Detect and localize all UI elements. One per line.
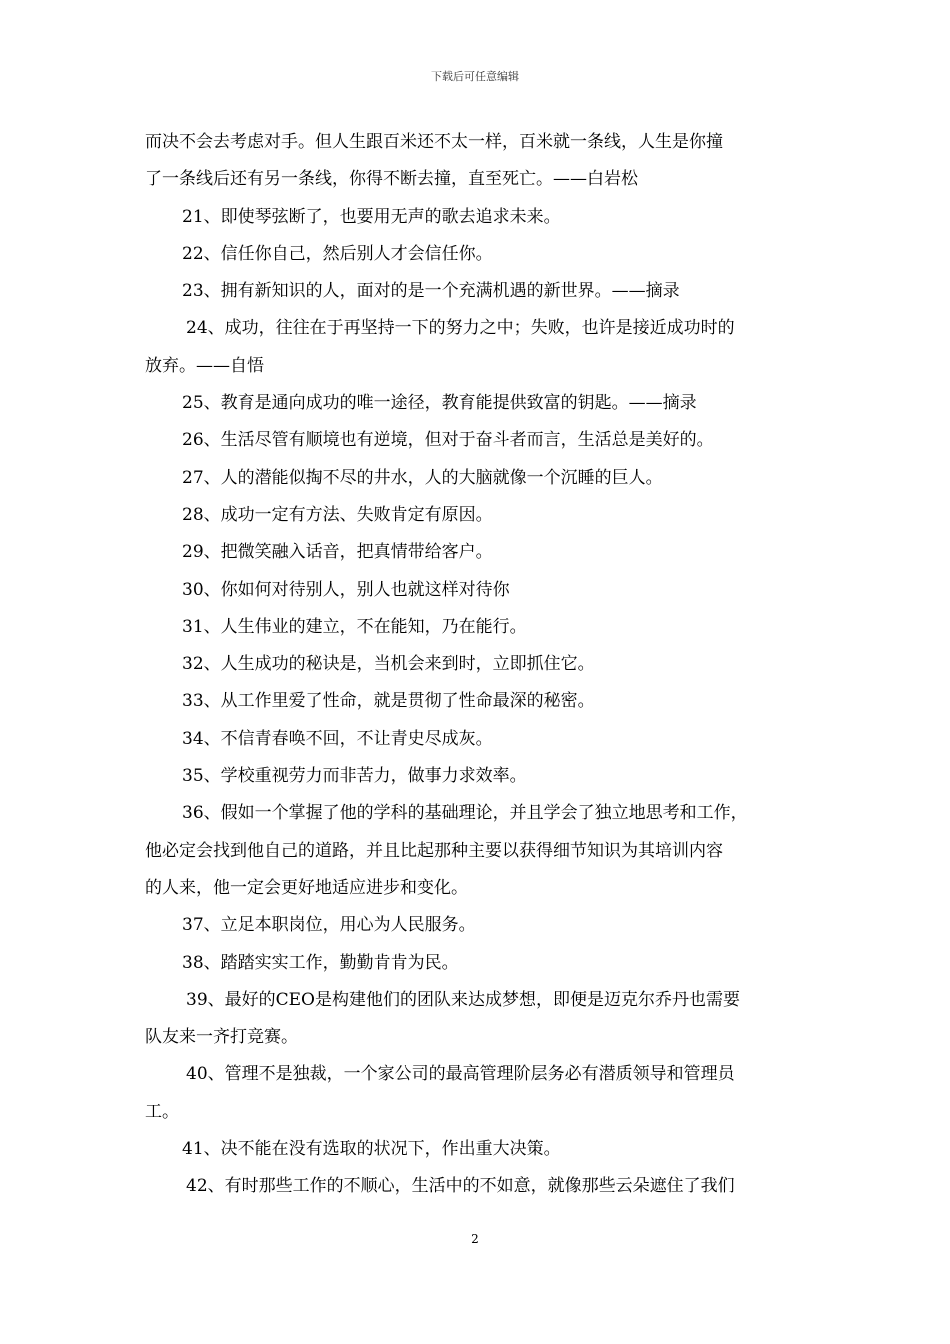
text-line: 工。 (145, 1101, 179, 1122)
text-line: 37、立足本职岗位，用心为人民服务。 (182, 915, 476, 936)
text-line: 33、从工作里爱了性命，就是贯彻了性命最深的秘密。 (182, 691, 595, 712)
text-line: 39、最好的CEO是构建他们的团队来达成梦想，即便是迈克尔乔丹也需要 (186, 989, 740, 1010)
text-line: 28、成功一定有方法、失败肯定有原因。 (182, 504, 493, 525)
text-line: 的人来，他一定会更好地适应进步和变化。 (145, 877, 468, 898)
text-line: 30、你如何对待别人，别人也就这样对待你 (182, 579, 510, 600)
text-line: 35、学校重视劳力而非苦力，做事力求效率。 (182, 766, 527, 787)
document-body (145, 124, 811, 1206)
text-line: 22、信任你自己，然后别人才会信任你。 (182, 243, 493, 264)
text-line: 而决不会去考虑对手。但人生跟百米还不太一样，百米就一条线，人生是你撞 (145, 132, 723, 152)
text-line: 42、有时那些工作的不顺心，生活中的不如意，就像那些云朵遮住了我们 (186, 1176, 735, 1197)
text-line: 31、人生伟业的建立，不在能知，乃在能行。 (182, 616, 527, 637)
text-line: 23、拥有新知识的人，面对的是一个充满机遇的新世界。——摘录 (182, 281, 680, 302)
text-line: 26、生活尽管有顺境也有逆境，但对于奋斗者而言，生活总是美好的。 (182, 430, 714, 451)
text-line: 队友来一齐打竞赛。 (145, 1027, 298, 1048)
text-line: 29、把微笑融入话音，把真情带给客户。 (182, 542, 493, 563)
text-line: 38、踏踏实实工作，勤勤肯肯为民。 (182, 952, 459, 973)
text-line: 41、决不能在没有选取的状况下，作出重大决策。 (182, 1139, 561, 1160)
text-line: 25、教育是通向成功的唯一途径，教育能提供致富的钥匙。——摘录 (182, 393, 697, 414)
text-line: 34、不信青春唤不回，不让青史尽成灰。 (182, 728, 493, 749)
text-line: 32、人生成功的秘诀是，当机会来到时，立即抓住它。 (182, 654, 595, 675)
page-header: 下载后可任意编辑 (431, 70, 519, 83)
page-number: 2 (471, 1232, 479, 1246)
text-line: 27、人的潜能似掏不尽的井水，人的大脑就像一个沉睡的巨人。 (182, 467, 663, 488)
text-line: 了一条线后还有另一条线，你得不断去撞，直至死亡。——白岩松 (145, 169, 638, 190)
text-line: 放弃。——自悟 (145, 355, 264, 376)
text-line: 36、假如一个掌握了他的学科的基础理论，并且学会了独立地思考和工作， (182, 803, 748, 824)
text-line: 他必定会找到他自己的道路，并且比起那种主要以获得细节知识为其培训内容 (145, 840, 723, 861)
text-line: 24、成功，往往在于再坚持一下的努力之中；失败，也许是接近成功时的 (186, 318, 735, 339)
text-line: 40、管理不是独裁，一个家公司的最高管理阶层务必有潜质领导和管理员 (186, 1064, 735, 1085)
text-line: 21、即使琴弦断了，也要用无声的歌去追求未来。 (182, 206, 561, 227)
